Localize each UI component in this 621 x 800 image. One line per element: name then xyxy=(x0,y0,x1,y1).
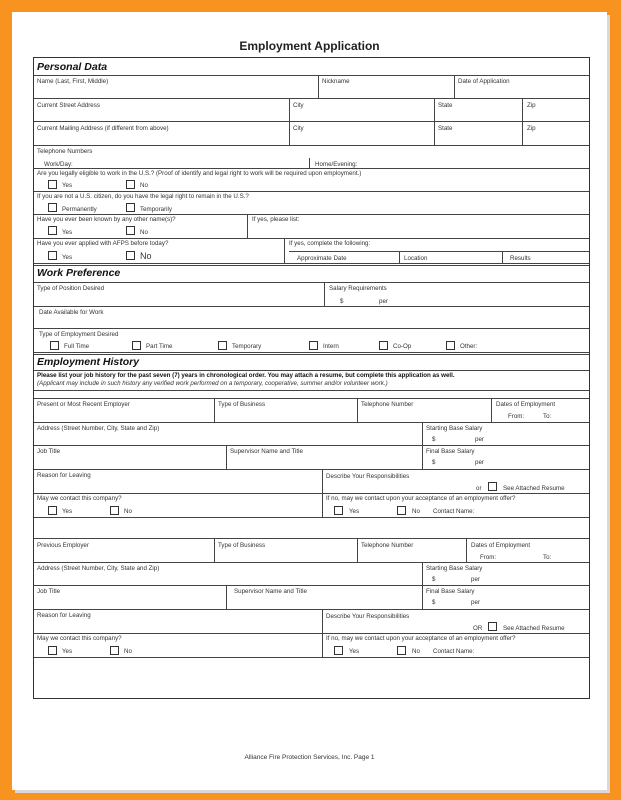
job2-contact-name-label: Contact Name: xyxy=(433,648,475,655)
city-label-2: City xyxy=(293,125,304,132)
salary-dollar-sign: $ xyxy=(340,298,344,305)
part-time-label: Part Time xyxy=(146,343,173,350)
work-preference-header: Work Preference xyxy=(37,267,121,279)
job1-contact-question: May we contact this company? xyxy=(37,495,122,502)
mailing-address-label: Current Mailing Address (if different from above) xyxy=(37,125,169,132)
other-label: Other: xyxy=(460,343,478,350)
state-label: State xyxy=(438,102,453,109)
zip-label: Zip xyxy=(527,102,536,109)
permanently-checkbox[interactable] xyxy=(48,203,57,212)
job1-from-label: From: xyxy=(508,413,525,420)
job2-offer-yes-label: Yes xyxy=(349,648,360,655)
job2-if-no-question: If no, may we contact upon your acceptance of an employment offer? xyxy=(326,635,516,642)
job1-contact-yes-label: Yes xyxy=(62,508,73,515)
approximate-date-label: Approximate Date xyxy=(297,255,347,262)
full-time-checkbox[interactable] xyxy=(50,341,59,350)
zip-label-2: Zip xyxy=(527,125,536,132)
eligible-no-checkbox[interactable] xyxy=(126,180,135,189)
job1-telephone-label: Telephone Number xyxy=(361,401,414,408)
applied-no-checkbox[interactable] xyxy=(126,251,135,260)
job2-address-label: Address (Street Number, City, State and Zip) xyxy=(37,565,160,572)
application-form xyxy=(33,57,590,699)
job2-see-resume-label: See Attached Resume xyxy=(503,625,565,632)
intern-label: Intern xyxy=(323,343,339,350)
other-name-no-checkbox[interactable] xyxy=(126,226,135,235)
job2-final-salary-label: Final Base Salary xyxy=(426,588,475,595)
state-label-2: State xyxy=(438,125,453,132)
co-op-label: Co-Op xyxy=(393,343,412,350)
job2-telephone-label: Telephone Number xyxy=(361,542,414,549)
personal-data-header: Personal Data xyxy=(37,61,108,73)
job1-type-business-label: Type of Business xyxy=(218,401,266,408)
temporarily-checkbox[interactable] xyxy=(126,203,135,212)
citizen-question: If you are not a U.S. citizen, do you have the legal right to remain in the U.S.? xyxy=(37,193,249,200)
applied-no-label: No xyxy=(140,251,152,261)
applied-yes-checkbox[interactable] xyxy=(48,251,57,260)
job2-or-label: OR xyxy=(473,625,483,632)
other-name-yes-checkbox[interactable] xyxy=(48,226,57,235)
job2-offer-no-label: No xyxy=(412,648,420,655)
applied-yes-label: Yes xyxy=(62,254,73,261)
other-name-no-label: No xyxy=(140,229,148,236)
job2-from-label: From: xyxy=(480,554,497,561)
job2-final-per: per xyxy=(471,599,480,606)
city-label: City xyxy=(293,102,304,109)
form-title: Employment Application xyxy=(239,39,380,53)
applied-question: Have you ever applied with AFPS before today? xyxy=(37,240,169,247)
job2-supervisor-label: Supervisor Name and Title xyxy=(234,588,307,595)
job2-starting-per: per xyxy=(471,576,480,583)
intern-checkbox[interactable] xyxy=(309,341,318,350)
work-day-label: Work/Day: xyxy=(44,161,73,168)
page-footer: Alliance Fire Protection Services, Inc. Page 1 xyxy=(244,754,375,761)
job1-offer-yes-checkbox[interactable] xyxy=(334,506,343,515)
eligible-no-label: No xyxy=(140,182,148,189)
job1-dates-label: Dates of Employment xyxy=(496,401,556,408)
name-label: Name (Last, First, Middle) xyxy=(37,78,109,85)
job2-starting-dollar: $ xyxy=(432,576,436,583)
job2-contact-question: May we contact this company? xyxy=(37,635,122,642)
job2-see-resume-checkbox[interactable] xyxy=(488,622,497,631)
type-position-label: Type of Position Desired xyxy=(37,285,105,292)
job2-contact-yes-checkbox[interactable] xyxy=(48,646,57,655)
salary-per-label: per xyxy=(379,298,388,305)
job2-reason-label: Reason for Leaving xyxy=(37,612,91,619)
type-employment-label: Type of Employment Desired xyxy=(39,331,119,338)
job2-title-label: Job Title xyxy=(37,588,61,595)
eligible-yes-label: Yes xyxy=(62,182,73,189)
eligible-yes-checkbox[interactable] xyxy=(48,180,57,189)
job1-final-dollar: $ xyxy=(432,459,436,466)
job1-contact-name-label: Contact Name: xyxy=(433,508,475,515)
job2-contact-yes-label: Yes xyxy=(62,648,73,655)
date-of-application-label: Date of Application xyxy=(458,78,510,85)
job2-offer-yes-checkbox[interactable] xyxy=(334,646,343,655)
job1-final-per: per xyxy=(475,459,484,466)
job2-employer-label: Previous Employer xyxy=(37,542,89,549)
job1-if-no-question: If no, may we contact upon your acceptance of an employment offer? xyxy=(326,495,516,502)
telephone-label: Telephone Numbers xyxy=(37,148,93,155)
job2-to-label: To: xyxy=(543,554,552,561)
job1-see-resume-checkbox[interactable] xyxy=(488,482,497,491)
job1-starting-salary-label: Starting Base Salary xyxy=(426,425,483,432)
home-evening-label: Home/Evening: xyxy=(315,161,358,168)
job1-address-label: Address (Street Number, City, State and Zip) xyxy=(37,425,160,432)
location-label: Location xyxy=(404,255,428,262)
job1-contact-yes-checkbox[interactable] xyxy=(48,506,57,515)
permanently-label: Permanently xyxy=(62,206,97,213)
job1-to-label: To: xyxy=(543,413,552,420)
job2-contact-no-checkbox[interactable] xyxy=(110,646,119,655)
temporary-label: Temporary xyxy=(232,343,262,350)
temporary-checkbox[interactable] xyxy=(218,341,227,350)
results-label: Results xyxy=(510,255,531,262)
job1-offer-no-checkbox[interactable] xyxy=(397,506,406,515)
eligible-question: Are you legally eligible to work in the U.S.? (Proof of identify and legal right to work will be required upon employment.) xyxy=(37,170,362,177)
date-available-label: Date Available for Work xyxy=(39,309,104,316)
job1-reason-label: Reason for Leaving xyxy=(37,472,91,479)
job1-or-label: or xyxy=(476,485,482,492)
job2-dates-label: Dates of Employment xyxy=(471,542,531,549)
other-name-yes-label: Yes xyxy=(62,229,73,236)
other-name-question: Have you ever been known by any other name(s)? xyxy=(37,216,176,223)
history-instructions-note: (Applicant may include in such history any verified work performed on a temporary, cooperative, summer and/or volunteer work.) xyxy=(37,380,388,387)
job1-responsibilities-label: Describe Your Responsibilities xyxy=(326,473,410,480)
other-checkbox[interactable] xyxy=(446,341,455,350)
job1-supervisor-label: Supervisor Name and Title xyxy=(230,448,303,455)
co-op-checkbox[interactable] xyxy=(379,341,388,350)
history-instructions: Please list your job history for the past seven (7) years in chronological order. You may attach a resume, but complete this application as well. xyxy=(37,372,455,379)
job2-final-dollar: $ xyxy=(432,599,436,606)
job2-responsibilities-label: Describe Your Responsibilities xyxy=(326,613,410,620)
job1-see-resume-label: See Attached Resume xyxy=(503,485,565,492)
job1-employer-label: Present or Most Recent Employer xyxy=(37,401,130,408)
job2-offer-no-checkbox[interactable] xyxy=(397,646,406,655)
if-yes-complete-label: If yes, complete the following: xyxy=(289,240,371,247)
street-address-label: Current Street Address xyxy=(37,102,100,109)
salary-requirements-label: Salary Requirements xyxy=(329,285,387,292)
job1-title-label: Job Title xyxy=(37,448,61,455)
job1-contact-no-label: No xyxy=(124,508,132,515)
job2-type-business-label: Type of Business xyxy=(218,542,266,549)
job2-contact-no-label: No xyxy=(124,648,132,655)
employment-history-header: Employment History xyxy=(37,356,140,368)
job1-final-salary-label: Final Base Salary xyxy=(426,448,475,455)
full-time-label: Full Time xyxy=(64,343,90,350)
job1-starting-dollar: $ xyxy=(432,436,436,443)
application-page xyxy=(12,12,607,790)
job1-contact-no-checkbox[interactable] xyxy=(110,506,119,515)
if-yes-list-label: If yes, please list: xyxy=(252,216,300,223)
job1-offer-no-label: No xyxy=(412,508,420,515)
nickname-label: Nickname xyxy=(322,78,350,85)
part-time-checkbox[interactable] xyxy=(132,341,141,350)
temporarily-label: Temporarily xyxy=(140,206,172,213)
job1-starting-per: per xyxy=(475,436,484,443)
job1-offer-yes-label: Yes xyxy=(349,508,360,515)
job2-starting-salary-label: Starting Base Salary xyxy=(426,565,483,572)
